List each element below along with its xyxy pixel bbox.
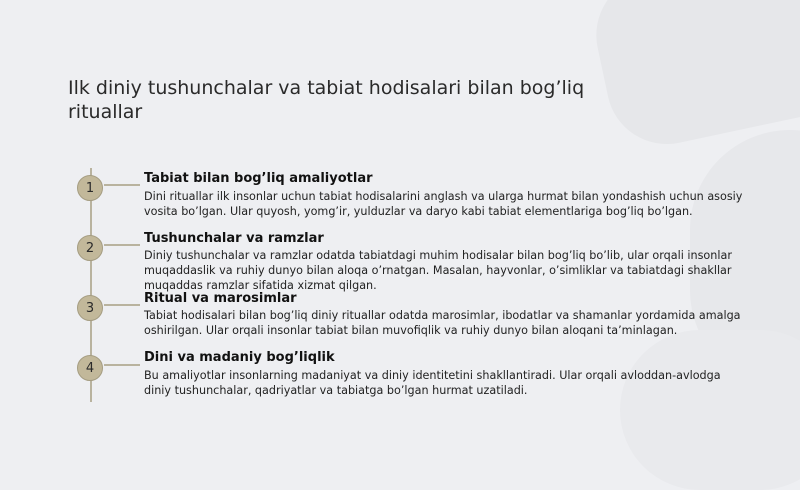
step-number-badge: 4	[77, 355, 103, 381]
timeline-connector	[104, 364, 140, 366]
timeline-connector	[104, 244, 140, 246]
step-number-badge: 1	[77, 175, 103, 201]
timeline-connector	[104, 184, 140, 186]
step-number-badge: 2	[77, 235, 103, 261]
item-description: Dini rituallar ilk insonlar uchun tabiat hodisalarini anglash va ularga hurmat bilan yondashish uchun asosiy vosita bo’lgan. Ular quyosh, yomg’ir, yulduzlar va daryo kabi tabiat elementlariga bog’liq bo’lgan.	[144, 190, 743, 218]
item-description: Tabiat hodisalari bilan bog’liq diniy rituallar odatda marosimlar, ibodatlar va shamanlar yordamida amalga oshirilgan. Ular orqali insonlar tabiat bilan muvofiqlik va ruhiy dunyo bilan aloqani ta’minlagan.	[144, 309, 741, 337]
item-heading: Tushunchalar va ramzlar	[144, 231, 324, 246]
slide-title: Ilk diniy tushunchalar va tabiat hodisalari bilan bog’liq rituallar	[68, 77, 585, 123]
item-description: Bu amaliyotlar insonlarning madaniyat va diniy identitetini shakllantiradi. Ular orqali avloddan-avlodga diniy tushunchalar, qadriyatlar va tabiatga bo’lgan hurmat uzatiladi.	[144, 369, 721, 397]
item-heading: Dini va madaniy bog’liqlik	[144, 350, 335, 365]
step-number-badge: 3	[77, 295, 103, 321]
item-description: Diniy tushunchalar va ramzlar odatda tabiatdagi muhim hodisalar bilan bog’liq bo’lib, ular orqali insonlar muqaddaslik va ruhiy dunyo bilan aloqa o’rnatgan. Masalan, hayvonlar, o’simliklar va tabiatdagi shakllar muqaddas ramzlar sifatida xizmat qilgan.	[144, 249, 732, 292]
background-shape	[620, 330, 800, 490]
item-heading: Tabiat bilan bog’liq amaliyotlar	[144, 171, 373, 186]
timeline-connector	[104, 304, 140, 306]
item-heading: Ritual va marosimlar	[144, 291, 297, 306]
